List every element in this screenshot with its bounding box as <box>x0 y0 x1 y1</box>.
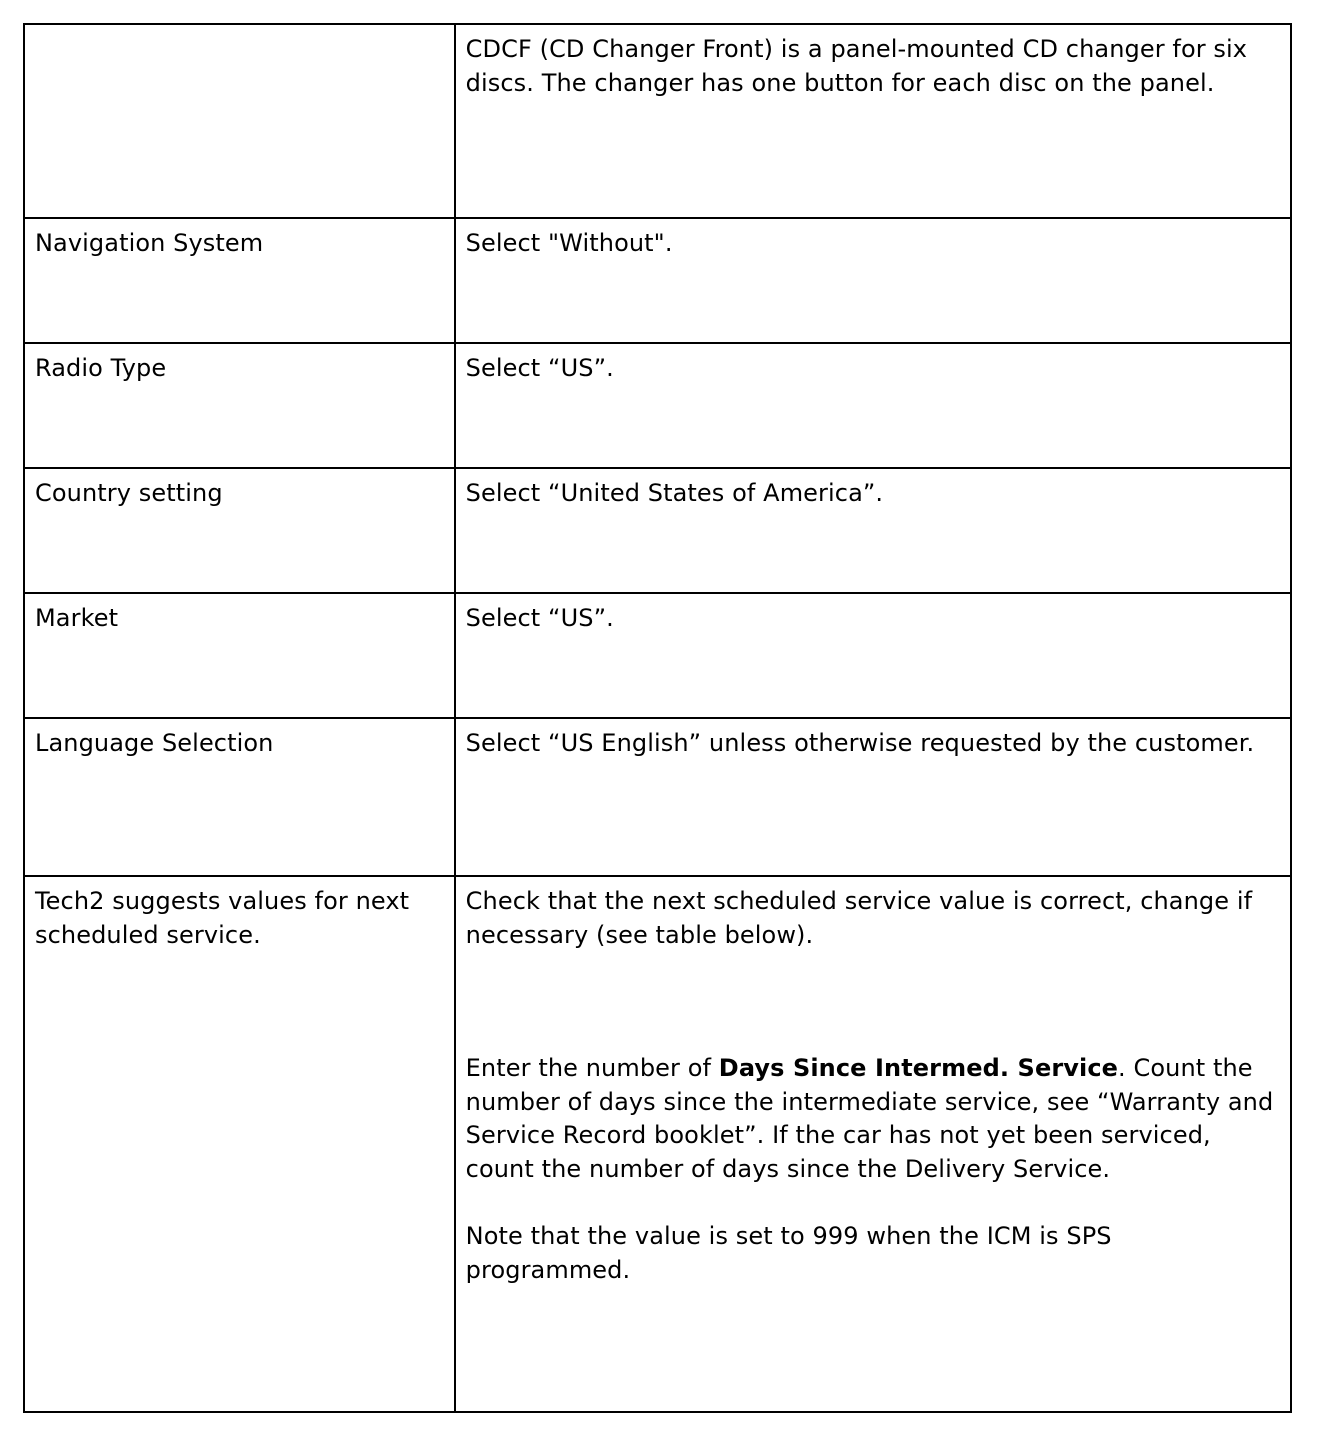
table-row-cd-changer <box>24 24 1291 218</box>
setting-label-cell <box>24 876 455 1412</box>
days-since-service-instruction <box>466 1052 1280 1186</box>
setting-label-cell <box>24 718 455 876</box>
setting-description-cell <box>455 876 1291 1412</box>
days-suffix: . Count the number of days since the intermediate service, see “Warranty and Service Record booklet”. If the car has not yet been serviced, count the number of days since the Delivery Service. <box>465 1054 1274 1183</box>
days-since-service-field-name: Days Since Intermed. Service <box>718 1054 1119 1082</box>
setting-label: Language Selection <box>35 729 274 757</box>
setting-description-cell <box>455 593 1291 718</box>
table-row-next-scheduled-service <box>24 876 1291 1412</box>
table-row-language-selection <box>24 718 1291 876</box>
setting-description: Select “US English” unless otherwise requested by the customer. <box>465 729 1255 757</box>
table-row-radio-type <box>24 343 1291 468</box>
setting-description-cell <box>455 218 1291 343</box>
setting-description: Select “US”. <box>465 354 614 382</box>
settings-table <box>23 23 1292 1413</box>
setting-label: Market <box>35 604 119 632</box>
setting-description: CDCF (CD Changer Front) is a panel-mounted CD changer for six discs. The changer has one button for each disc on the panel. <box>465 35 1248 97</box>
setting-description: Check that the next scheduled service value is correct, change if necessary (see table below). <box>465 887 1253 949</box>
setting-label-cell <box>24 24 455 218</box>
setting-label: Country setting <box>35 479 223 507</box>
table-row-market <box>24 593 1291 718</box>
setting-description: Select "Without". <box>465 229 673 257</box>
table-row-navigation-system <box>24 218 1291 343</box>
setting-label: Tech2 suggests values for next scheduled service. <box>35 887 410 949</box>
setting-label-cell <box>24 593 455 718</box>
setting-description: Select “United States of America”. <box>465 479 884 507</box>
table-row-country-setting <box>24 468 1291 593</box>
setting-label-cell <box>24 218 455 343</box>
setting-description-cell <box>455 24 1291 218</box>
setting-description-cell <box>455 468 1291 593</box>
setting-label: Radio Type <box>35 354 167 382</box>
setting-label: Navigation System <box>35 229 264 257</box>
days-prefix: Enter the number of <box>465 1054 719 1082</box>
setting-description-cell <box>455 718 1291 876</box>
setting-label-cell <box>24 468 455 593</box>
setting-description: Select “US”. <box>465 604 614 632</box>
setting-label-cell <box>24 343 455 468</box>
setting-description-cell <box>455 343 1291 468</box>
icm-note: Note that the value is set to 999 when the ICM is SPS programmed. <box>465 1222 1112 1284</box>
